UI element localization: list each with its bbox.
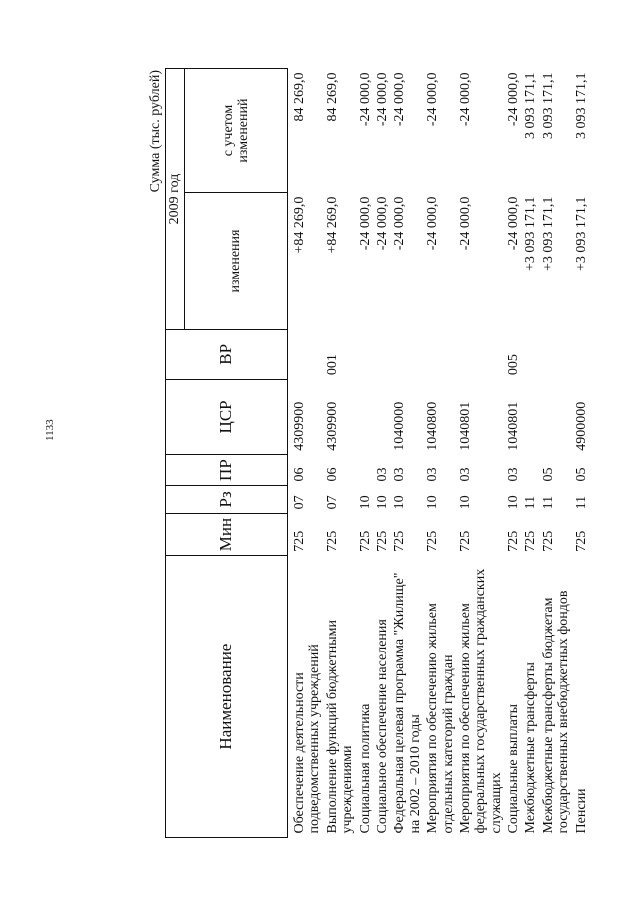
cell-with-change: -24 000,0 <box>374 72 390 127</box>
cell-csr <box>522 379 539 455</box>
table-row <box>391 69 424 838</box>
cell-with-change: -24 000,0 <box>506 72 522 127</box>
cell-vr <box>522 329 539 379</box>
cell-name: Мероприятия по обеспечению жильем отдельных категорий граждан <box>425 603 456 834</box>
cell-with-change: 3 093 171,1 <box>540 72 556 139</box>
cell-min: 725 <box>457 530 473 552</box>
header-year: 2009 год <box>166 69 185 330</box>
table-row <box>357 69 374 838</box>
cell-change: -24 000,0 <box>425 196 441 251</box>
header-rz: Рз <box>166 485 288 513</box>
table-row <box>374 69 391 838</box>
cell-name: Мероприятия по обеспечению жильем федеральных государственных гражданских служащих <box>457 568 504 834</box>
cell-pr: 03 <box>374 467 390 482</box>
cell-min: 725 <box>523 530 539 552</box>
cell-rz: 10 <box>506 495 522 510</box>
cell-pr: 05 <box>573 467 589 482</box>
cell-min: 725 <box>292 530 307 552</box>
cell-change: +3 093 171,1 <box>573 196 589 271</box>
cell-rz: 11 <box>523 495 539 510</box>
rotated-page-content <box>148 68 589 838</box>
cell-with-change: 84 269,0 <box>292 72 307 122</box>
header-min: Мин <box>166 513 288 555</box>
cell-with-change: -24 000,0 <box>392 72 408 127</box>
cell-min: 725 <box>374 530 390 552</box>
cell-csr: 1040801 <box>457 401 473 451</box>
cell-change: -24 000,0 <box>457 196 473 251</box>
cell-csr: 1040000 <box>392 401 408 451</box>
cell-csr: 1040800 <box>425 401 441 451</box>
cell-vr <box>374 329 391 379</box>
table-row <box>324 69 357 838</box>
header-name: Наименование <box>166 556 288 838</box>
cell-csr <box>357 379 374 455</box>
cell-with-change: 3 093 171,1 <box>523 72 539 139</box>
cell-rz: 11 <box>573 495 589 510</box>
cell-min: 725 <box>540 530 556 552</box>
cell-min: 725 <box>425 530 441 552</box>
cell-name: Федеральная целевая программа "Жилище" на 2002 – 2010 годы <box>392 572 423 834</box>
cell-pr: 03 <box>457 467 473 482</box>
cell-rz: 10 <box>425 495 441 510</box>
cell-min: 725 <box>573 530 589 552</box>
cell-name: Социальная политика <box>357 703 373 834</box>
cell-with-change: 3 093 171,1 <box>573 72 589 139</box>
cell-name: Социальное обеспечение населения <box>374 619 390 834</box>
cell-change: -24 000,0 <box>374 196 390 251</box>
cell-csr: 4309900 <box>292 401 307 451</box>
cell-vr: 001 <box>324 354 340 376</box>
cell-min: 725 <box>324 530 340 552</box>
cell-rz: 10 <box>392 495 408 510</box>
cell-vr <box>573 329 590 379</box>
cell-min: 725 <box>392 530 408 552</box>
cell-rz: 10 <box>457 495 473 510</box>
cell-vr <box>288 329 324 379</box>
table-row <box>505 69 522 838</box>
cell-name: Межбюджетные трансферты <box>523 662 539 834</box>
cell-with-change: 84 269,0 <box>324 72 340 122</box>
cell-name: Пенсии <box>573 788 589 834</box>
cell-pr: 03 <box>506 467 522 482</box>
cell-pr: 06 <box>292 467 307 482</box>
page-number: 1133 <box>44 419 56 441</box>
cell-csr: 4309900 <box>324 401 340 451</box>
cell-rz: 10 <box>374 495 390 510</box>
header-csr: ЦСР <box>166 379 288 455</box>
cell-change: +84 269,0 <box>292 196 307 254</box>
cell-with-change: -24 000,0 <box>457 72 473 127</box>
cell-vr <box>457 329 505 379</box>
cell-change: -24 000,0 <box>392 196 408 251</box>
cell-pr: 05 <box>540 467 556 482</box>
table-row <box>424 69 457 838</box>
cell-vr <box>357 329 374 379</box>
cell-pr: 06 <box>324 467 340 482</box>
cell-csr: 1040801 <box>506 401 522 451</box>
cell-vr: 005 <box>506 354 522 376</box>
cell-csr: 4900000 <box>573 401 589 451</box>
table-row <box>522 69 539 838</box>
cell-rz: 07 <box>292 495 307 510</box>
cell-min: 725 <box>357 530 373 552</box>
header-with-change: с учетом изменений <box>185 69 288 193</box>
units-label: Сумма (тыс. рублей) <box>148 70 163 193</box>
cell-vr <box>540 329 573 379</box>
cell-change: +3 093 171,1 <box>540 196 556 271</box>
cell-change: +3 093 171,1 <box>523 196 539 271</box>
cell-vr <box>424 329 457 379</box>
table-row <box>540 69 573 838</box>
header-change: изменения <box>185 193 288 330</box>
header-vr: ВР <box>166 329 288 379</box>
table-row <box>573 69 590 838</box>
table-body <box>288 69 591 838</box>
cell-change: +84 269,0 <box>324 196 340 254</box>
cell-min: 725 <box>506 530 522 552</box>
cell-with-change: -24 000,0 <box>357 72 373 127</box>
cell-csr <box>374 379 391 455</box>
cell-name: Выполнение функций бюджетными учреждениями <box>324 620 356 834</box>
cell-name: Социальные выплаты <box>506 703 522 834</box>
table-row <box>288 69 324 838</box>
budget-table <box>165 68 590 838</box>
cell-rz: 11 <box>540 495 556 510</box>
cell-rz: 07 <box>324 495 340 510</box>
cell-rz: 10 <box>357 495 373 510</box>
table-header <box>166 69 288 838</box>
header-pr: ПР <box>166 455 288 486</box>
cell-name: Обеспечение деятельности подведомственных учреждений <box>292 644 323 834</box>
cell-change: -24 000,0 <box>357 196 373 251</box>
cell-pr: 03 <box>392 467 408 482</box>
cell-csr <box>540 379 573 455</box>
cell-pr: 03 <box>425 467 441 482</box>
cell-name: Межбюджетные трансферты бюджетам государственных внебюджетных фондов <box>540 590 572 834</box>
cell-pr <box>522 455 539 486</box>
table-row <box>457 69 505 838</box>
cell-change: -24 000,0 <box>506 196 522 251</box>
cell-with-change: -24 000,0 <box>425 72 441 127</box>
cell-pr <box>357 455 374 486</box>
cell-vr <box>391 329 424 379</box>
